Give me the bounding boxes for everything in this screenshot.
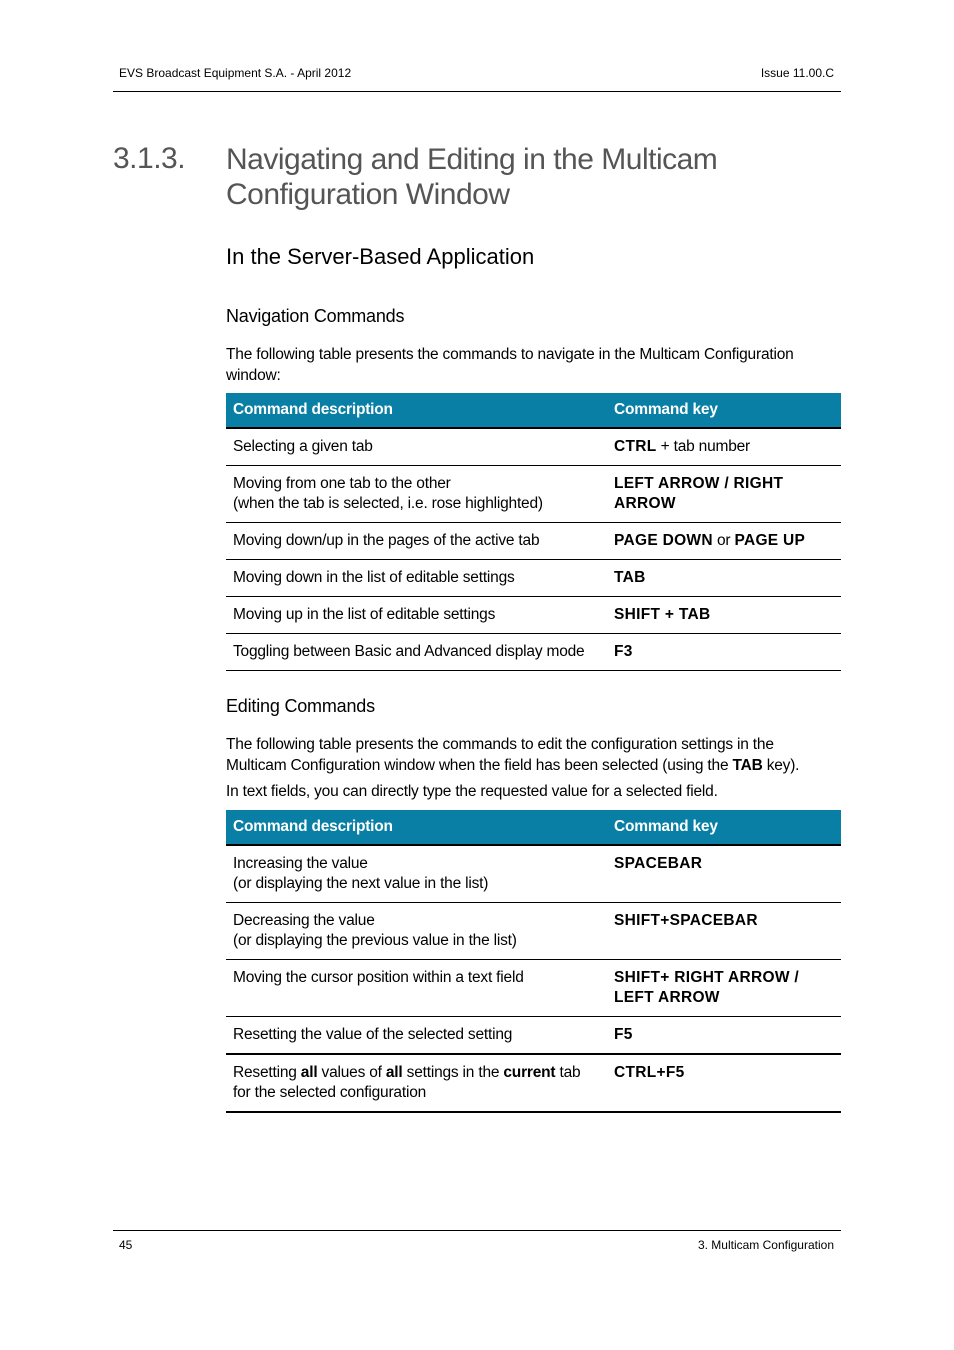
table-row bbox=[226, 634, 841, 671]
key-line: LEFT ARROW bbox=[614, 989, 720, 1006]
description-line: (or displaying the previous value in the list) bbox=[233, 932, 517, 949]
command-description: Moving up in the list of editable settings bbox=[226, 597, 607, 634]
description-line: Moving from one tab to the other bbox=[233, 475, 451, 492]
description-line bbox=[233, 1063, 600, 1083]
text-run: Resetting bbox=[233, 1064, 301, 1081]
key-line: ARROW bbox=[614, 495, 676, 512]
command-description bbox=[226, 845, 607, 903]
table-row bbox=[226, 903, 841, 960]
section-title-line1: Navigating and Editing in the Multicam bbox=[226, 143, 718, 176]
section-title bbox=[226, 142, 826, 212]
text-run: tab bbox=[555, 1064, 581, 1081]
text-run-bold: all bbox=[385, 1064, 403, 1081]
command-key bbox=[607, 428, 841, 466]
column-header-description: Command description bbox=[226, 810, 607, 845]
footer-chapter: 3. Multicam Configuration bbox=[697, 1238, 834, 1252]
editing-intro-line3: In text fields, you can directly type the requested value for a selected field. bbox=[226, 783, 718, 800]
command-description bbox=[226, 466, 607, 523]
editing-intro-line1: The following table presents the commands to edit the configuration settings in the bbox=[226, 736, 774, 753]
page-header bbox=[113, 60, 841, 92]
key-suffix: + tab number bbox=[656, 438, 751, 455]
navigation-table bbox=[226, 393, 841, 671]
table-row bbox=[226, 466, 841, 523]
command-key: F3 bbox=[607, 634, 841, 671]
command-key bbox=[607, 523, 841, 560]
text-run: values of bbox=[317, 1064, 386, 1081]
editing-intro bbox=[226, 734, 841, 802]
column-header-description: Command description bbox=[226, 393, 607, 428]
command-key bbox=[607, 960, 841, 1017]
subsection-title: In the Server-Based Application bbox=[226, 244, 535, 269]
command-description: Moving down/up in the pages of the active tab bbox=[226, 523, 607, 560]
key-line: LEFT ARROW / RIGHT bbox=[614, 475, 784, 492]
command-key: SHIFT + TAB bbox=[607, 597, 841, 634]
page-number: 45 bbox=[119, 1238, 133, 1252]
key-name: PAGE DOWN bbox=[614, 532, 713, 549]
command-key: SHIFT+SPACEBAR bbox=[607, 903, 841, 960]
description-line: (or displaying the next value in the list) bbox=[233, 875, 489, 892]
command-description: Moving the cursor position within a text field bbox=[226, 960, 607, 1017]
command-description: Moving down in the list of editable settings bbox=[226, 560, 607, 597]
key-line: SHIFT+ RIGHT ARROW / bbox=[614, 969, 799, 986]
text-run-bold: all bbox=[300, 1064, 318, 1081]
column-header-key: Command key bbox=[607, 393, 841, 428]
table-header-row bbox=[226, 393, 841, 428]
table-row bbox=[226, 560, 841, 597]
text-run-bold: TAB bbox=[732, 757, 763, 774]
description-line: (when the tab is selected, i.e. rose highlighted) bbox=[233, 495, 543, 512]
table-row bbox=[226, 428, 841, 466]
text-run-bold: current bbox=[503, 1064, 556, 1081]
editing-heading: Editing Commands bbox=[226, 696, 375, 716]
table-row bbox=[226, 1017, 841, 1055]
command-key: CTRL+F5 bbox=[607, 1054, 841, 1112]
command-description: Selecting a given tab bbox=[226, 428, 607, 466]
table-row bbox=[226, 523, 841, 560]
command-key: SPACEBAR bbox=[607, 845, 841, 903]
navigation-heading: Navigation Commands bbox=[226, 306, 405, 326]
command-description: Resetting the value of the selected setting bbox=[226, 1017, 607, 1055]
key-name: PAGE UP bbox=[734, 532, 806, 549]
table-header-row bbox=[226, 810, 841, 845]
command-description bbox=[226, 903, 607, 960]
editing-intro-line2 bbox=[226, 755, 841, 776]
page-footer bbox=[113, 1230, 841, 1252]
text-run: Multicam Configuration window when the field has been selected (using the bbox=[226, 757, 733, 774]
table-row bbox=[226, 597, 841, 634]
column-header-key: Command key bbox=[607, 810, 841, 845]
key-name: CTRL bbox=[614, 438, 657, 455]
text-run: settings in the bbox=[402, 1064, 504, 1081]
description-line: Increasing the value bbox=[233, 855, 368, 872]
text-run: key). bbox=[762, 757, 800, 774]
editing-table bbox=[226, 810, 841, 1113]
header-issue: Issue 11.00.C bbox=[760, 66, 834, 80]
command-key bbox=[607, 466, 841, 523]
section-number: 3.1.3. bbox=[113, 142, 186, 175]
command-description: Toggling between Basic and Advanced display mode bbox=[226, 634, 607, 671]
table-row bbox=[226, 960, 841, 1017]
table-row bbox=[226, 845, 841, 903]
description-line: Decreasing the value bbox=[233, 912, 375, 929]
table-row bbox=[226, 1054, 841, 1112]
navigation-intro bbox=[226, 344, 841, 386]
header-publisher: EVS Broadcast Equipment S.A. - April 2012 bbox=[119, 66, 352, 80]
navigation-intro-line2: window: bbox=[226, 367, 281, 384]
description-line: for the selected configuration bbox=[233, 1084, 427, 1101]
key-separator: or bbox=[712, 532, 735, 549]
section-title-line2: Configuration Window bbox=[226, 178, 510, 211]
command-key: TAB bbox=[607, 560, 841, 597]
navigation-intro-line1: The following table presents the commands to navigate in the Multicam Configuration bbox=[226, 346, 794, 363]
command-description bbox=[226, 1054, 607, 1112]
command-key: F5 bbox=[607, 1017, 841, 1055]
